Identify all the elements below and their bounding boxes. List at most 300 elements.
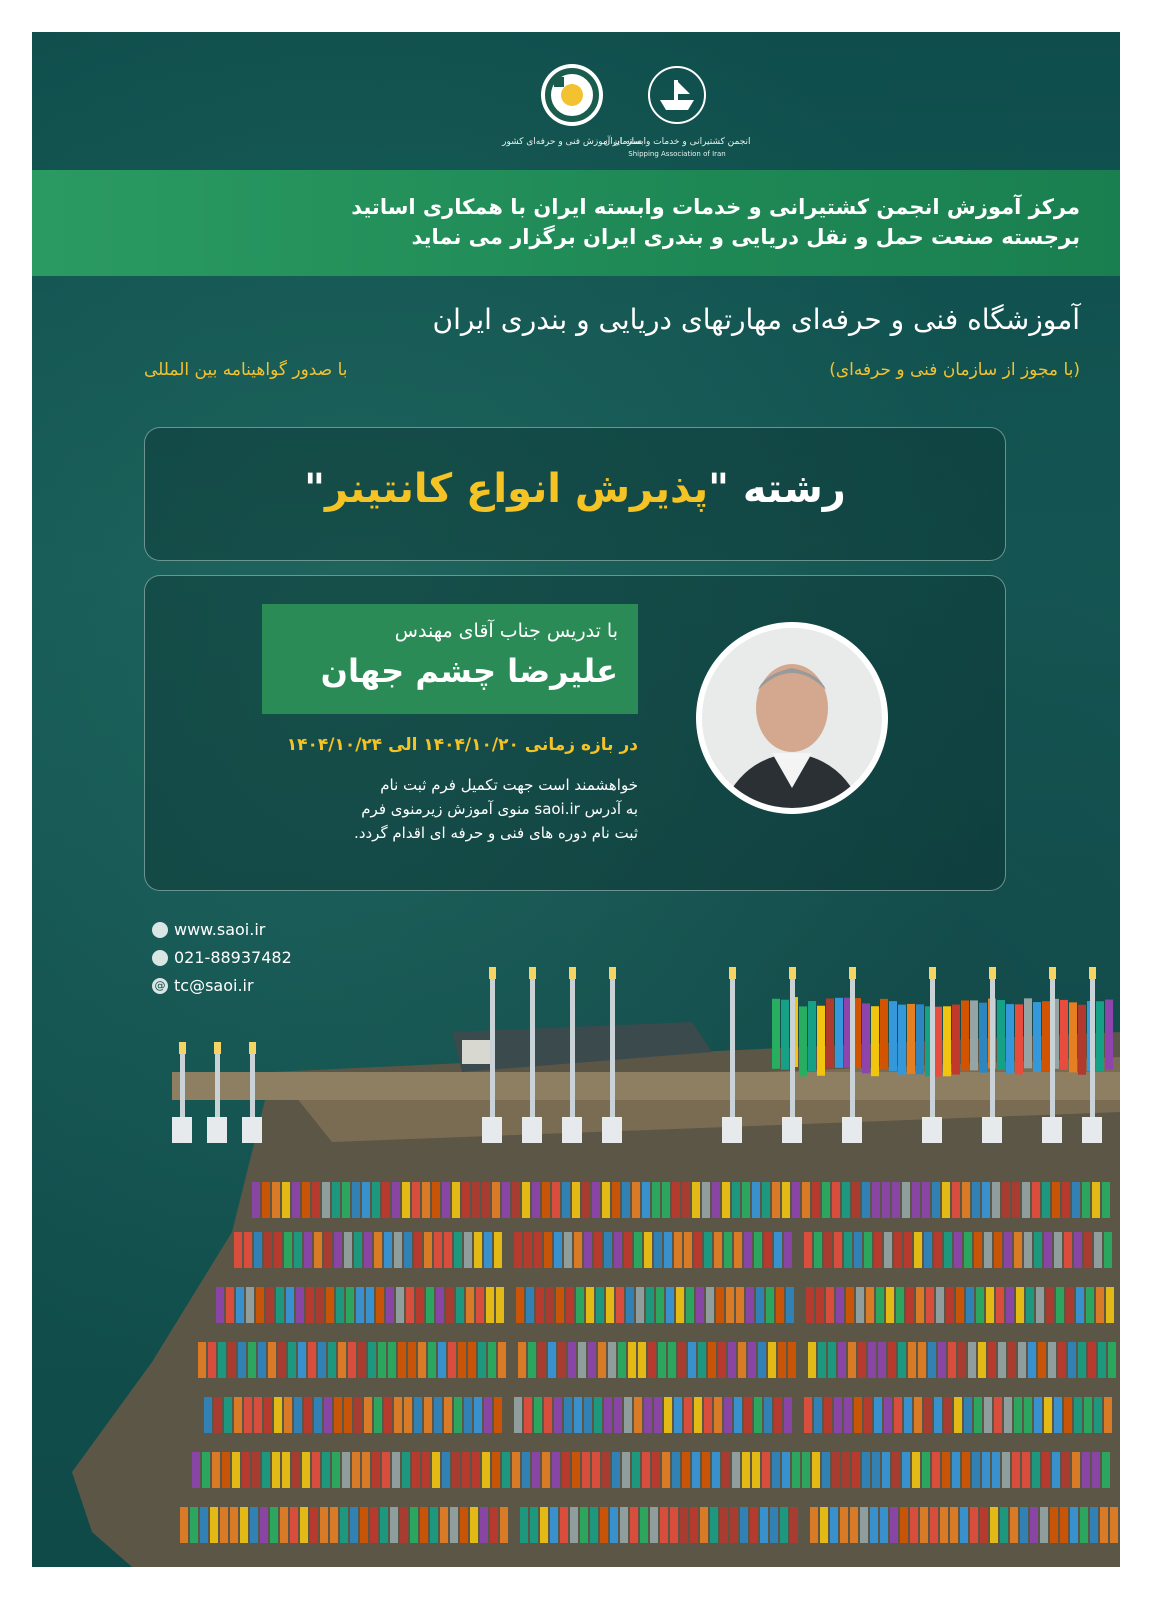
container-stack — [688, 1342, 696, 1378]
container-stack — [980, 1507, 988, 1543]
container-stack — [834, 1232, 842, 1268]
container-stack — [548, 1342, 556, 1378]
container-stack — [662, 1182, 670, 1218]
container-stack — [972, 1182, 980, 1218]
container-stack — [502, 1182, 510, 1218]
course-name: پذیرش انواع کانتینر — [325, 466, 709, 512]
container-stack — [907, 1004, 915, 1074]
container-stack — [404, 1232, 412, 1268]
container-stack — [904, 1397, 912, 1433]
container-stack — [426, 1287, 434, 1323]
container-stack — [912, 1452, 920, 1488]
container-stack — [954, 1397, 962, 1433]
contact-website[interactable] — [152, 920, 265, 939]
container-stack — [970, 1507, 978, 1543]
container-stack — [484, 1397, 492, 1433]
container-stack — [712, 1182, 720, 1218]
container-stack — [540, 1507, 548, 1543]
container-stack — [292, 1452, 300, 1488]
container-stack — [324, 1397, 332, 1433]
container-stack — [546, 1287, 554, 1323]
container-stack — [598, 1342, 606, 1378]
container-stack — [854, 1232, 862, 1268]
container-stack — [254, 1397, 262, 1433]
container-stack — [244, 1232, 252, 1268]
container-stack — [322, 1452, 330, 1488]
container-stack — [684, 1397, 692, 1433]
container-stack — [222, 1452, 230, 1488]
container-stack — [656, 1287, 664, 1323]
container-stack — [870, 1507, 878, 1543]
container-stack — [776, 1287, 784, 1323]
container-stack — [396, 1287, 404, 1323]
course-title — [145, 466, 1005, 512]
instructor-name: علیرضا چشم جهان — [320, 652, 618, 690]
container-stack — [704, 1232, 712, 1268]
container-stack — [544, 1232, 552, 1268]
container-stack — [952, 1182, 960, 1218]
container-stack — [938, 1342, 946, 1378]
container-stack — [968, 1342, 976, 1378]
container-stack — [474, 1232, 482, 1268]
container-stack — [916, 1004, 924, 1074]
container-stack — [782, 1452, 790, 1488]
container-stack — [950, 1507, 958, 1543]
container-stack — [712, 1452, 720, 1488]
container-stack — [584, 1397, 592, 1433]
container-stack — [774, 1397, 782, 1433]
instructor-intro: با تدریس جناب آقای مهندس — [394, 620, 618, 642]
container-stack — [514, 1397, 522, 1433]
container-stack — [580, 1507, 588, 1543]
container-stack — [864, 1232, 872, 1268]
container-stack — [640, 1507, 648, 1543]
container-stack — [284, 1232, 292, 1268]
container-stack — [216, 1287, 224, 1323]
container-stack — [572, 1452, 580, 1488]
container-stack — [1048, 1342, 1056, 1378]
container-stack — [332, 1182, 340, 1218]
container-stack — [1014, 1232, 1022, 1268]
container-stack — [997, 1000, 1005, 1070]
container-stack — [180, 1507, 188, 1543]
container-stack — [432, 1452, 440, 1488]
container-stack — [1024, 1232, 1032, 1268]
container-stack — [1106, 1287, 1114, 1323]
container-stack — [458, 1342, 466, 1378]
container-stack — [812, 1452, 820, 1488]
container-stack — [834, 1397, 842, 1433]
course-dates: در بازه زمانی ۱۴۰۴/۱۰/۲۰ الی ۱۴۰۴/۱۰/۲۴ — [286, 735, 638, 755]
container-stack — [744, 1232, 752, 1268]
container-stack — [992, 1182, 1000, 1218]
container-stack — [572, 1182, 580, 1218]
container-stack — [462, 1452, 470, 1488]
container-stack — [302, 1182, 310, 1218]
container-stack — [622, 1452, 630, 1488]
container-stack — [600, 1507, 608, 1543]
container-stack — [1024, 1397, 1032, 1433]
container-stack — [808, 1001, 816, 1071]
container-stack — [596, 1287, 604, 1323]
container-stack — [398, 1342, 406, 1378]
container-stack — [334, 1232, 342, 1268]
container-stack — [979, 1003, 987, 1073]
container-stack — [874, 1232, 882, 1268]
container-stack — [674, 1397, 682, 1433]
container-stack — [234, 1232, 242, 1268]
container-stack — [978, 1342, 986, 1378]
container-stack — [592, 1452, 600, 1488]
container-stack — [682, 1452, 690, 1488]
container-stack — [402, 1182, 410, 1218]
container-stack — [680, 1507, 688, 1543]
container-stack — [808, 1342, 816, 1378]
container-stack — [884, 1397, 892, 1433]
container-stack — [592, 1182, 600, 1218]
container-stack — [720, 1507, 728, 1543]
container-stack — [654, 1397, 662, 1433]
container-stack — [524, 1397, 532, 1433]
container-stack — [1082, 1452, 1090, 1488]
container-stack — [880, 999, 888, 1069]
container-stack — [942, 1452, 950, 1488]
container-stack — [924, 1397, 932, 1433]
container-stack — [434, 1232, 442, 1268]
container-stack — [1020, 1507, 1028, 1543]
container-stack — [726, 1287, 734, 1323]
container-stack — [686, 1287, 694, 1323]
container-stack — [862, 1452, 870, 1488]
container-stack — [918, 1342, 926, 1378]
container-stack — [374, 1232, 382, 1268]
container-stack — [250, 1507, 258, 1543]
container-stack — [492, 1182, 500, 1218]
container-stack — [806, 1287, 814, 1323]
container-stack — [1072, 1182, 1080, 1218]
container-stack — [392, 1182, 400, 1218]
container-stack — [914, 1397, 922, 1433]
container-stack — [464, 1232, 472, 1268]
container-stack — [524, 1232, 532, 1268]
container-stack — [836, 1287, 844, 1323]
container-stack — [262, 1182, 270, 1218]
container-stack — [254, 1232, 262, 1268]
container-stack — [1070, 1507, 1078, 1543]
container-stack — [956, 1287, 964, 1323]
container-stack — [456, 1287, 464, 1323]
container-stack — [282, 1452, 290, 1488]
poster — [32, 32, 1120, 1567]
container-stack — [842, 1182, 850, 1218]
container-stack — [414, 1397, 422, 1433]
container-stack — [634, 1232, 642, 1268]
container-stack — [1076, 1287, 1084, 1323]
container-stack — [190, 1507, 198, 1543]
container-stack — [974, 1232, 982, 1268]
container-stack — [850, 1507, 858, 1543]
container-stack — [984, 1232, 992, 1268]
container-stack — [624, 1397, 632, 1433]
container-stack — [198, 1342, 206, 1378]
container-stack — [404, 1397, 412, 1433]
container-stack — [354, 1232, 362, 1268]
container-stack — [784, 1232, 792, 1268]
container-stack — [192, 1452, 200, 1488]
container-stack — [400, 1507, 408, 1543]
container-stack — [1054, 1232, 1062, 1268]
container-stack — [632, 1452, 640, 1488]
container-stack — [1042, 1001, 1050, 1071]
container-stack — [672, 1182, 680, 1218]
container-stack — [942, 1182, 950, 1218]
container-stack — [352, 1452, 360, 1488]
certificate-note: با صدور گواهینامه بین المللی — [144, 360, 348, 380]
container-stack — [690, 1507, 698, 1543]
container-stack — [236, 1287, 244, 1323]
container-stack — [578, 1342, 586, 1378]
container-stack — [964, 1397, 972, 1433]
container-stack — [780, 1507, 788, 1543]
container-stack — [922, 1452, 930, 1488]
container-stack — [944, 1397, 952, 1433]
container-stack — [906, 1287, 914, 1323]
container-stack — [512, 1452, 520, 1488]
container-stack — [228, 1342, 236, 1378]
container-stack — [272, 1182, 280, 1218]
container-stack — [416, 1287, 424, 1323]
container-stack — [564, 1232, 572, 1268]
container-stack — [842, 1452, 850, 1488]
container-stack — [394, 1397, 402, 1433]
course-box — [144, 427, 1006, 561]
container-stack — [972, 1452, 980, 1488]
container-stack — [742, 1182, 750, 1218]
container-stack — [644, 1232, 652, 1268]
container-stack — [644, 1397, 652, 1433]
container-stack — [528, 1342, 536, 1378]
container-stack — [636, 1287, 644, 1323]
container-stack — [372, 1182, 380, 1218]
container-stack — [328, 1342, 336, 1378]
container-stack — [260, 1507, 268, 1543]
container-stack — [274, 1397, 282, 1433]
container-stack — [1060, 1000, 1068, 1070]
container-stack — [298, 1342, 306, 1378]
container-stack — [484, 1232, 492, 1268]
container-stack — [436, 1287, 444, 1323]
container-stack — [452, 1182, 460, 1218]
container-stack — [742, 1452, 750, 1488]
container-stack — [804, 1397, 812, 1433]
container-stack — [522, 1452, 530, 1488]
container-stack — [682, 1182, 690, 1218]
container-stack — [860, 1507, 868, 1543]
container-stack — [662, 1452, 670, 1488]
container-stack — [494, 1232, 502, 1268]
course-close-quote: " — [304, 466, 325, 512]
container-stack — [262, 1452, 270, 1488]
container-stack — [988, 1342, 996, 1378]
container-stack — [394, 1232, 402, 1268]
container-stack — [730, 1507, 738, 1543]
school-title: آموزشگاه فنی و حرفه‌ای مهارتهای دریایی و بندری ایران — [432, 303, 1080, 336]
container-stack — [902, 1182, 910, 1218]
container-stack — [1034, 1397, 1042, 1433]
container-stack — [264, 1397, 272, 1433]
container-stack — [390, 1507, 398, 1543]
container-stack — [538, 1342, 546, 1378]
container-stack — [1008, 1342, 1016, 1378]
container-stack — [612, 1182, 620, 1218]
container-stack — [652, 1452, 660, 1488]
container-stack — [626, 1287, 634, 1323]
container-stack — [838, 1342, 846, 1378]
container-stack — [462, 1182, 470, 1218]
container-stack — [428, 1342, 436, 1378]
container-stack — [744, 1397, 752, 1433]
container-stack — [910, 1507, 918, 1543]
container-stack — [604, 1397, 612, 1433]
container-stack — [858, 1342, 866, 1378]
container-stack — [1030, 1507, 1038, 1543]
container-stack — [786, 1287, 794, 1323]
container-stack — [442, 1452, 450, 1488]
container-stack — [778, 1342, 786, 1378]
container-stack — [706, 1287, 714, 1323]
container-stack — [926, 1287, 934, 1323]
container-stack — [928, 1342, 936, 1378]
container-stack — [996, 1287, 1004, 1323]
container-stack — [672, 1452, 680, 1488]
container-stack — [992, 1452, 1000, 1488]
container-stack — [264, 1232, 272, 1268]
container-stack — [536, 1287, 544, 1323]
container-stack — [360, 1507, 368, 1543]
container-stack — [554, 1397, 562, 1433]
container-stack — [754, 1232, 762, 1268]
container-stack — [1096, 1287, 1104, 1323]
container-stack — [354, 1397, 362, 1433]
container-stack — [638, 1342, 646, 1378]
container-stack — [384, 1397, 392, 1433]
container-stack — [1010, 1507, 1018, 1543]
container-stack — [512, 1182, 520, 1218]
container-stack — [714, 1232, 722, 1268]
contact-phone[interactable] — [152, 948, 292, 967]
container-stack — [920, 1507, 928, 1543]
registration-instructions — [260, 773, 638, 845]
container-stack — [830, 1507, 838, 1543]
container-stack — [908, 1342, 916, 1378]
container-stack — [826, 1287, 834, 1323]
container-stack — [552, 1452, 560, 1488]
license-note: (با مجوز از سازمان فنی و حرفه‌ای) — [829, 360, 1080, 380]
container-stack — [852, 1182, 860, 1218]
container-stack — [1060, 1507, 1068, 1543]
container-stack — [520, 1507, 528, 1543]
container-stack — [564, 1397, 572, 1433]
shipping-logo-caption-en: Shipping Association of Iran — [628, 150, 726, 158]
container-stack — [1018, 1342, 1026, 1378]
container-stack — [896, 1287, 904, 1323]
container-stack — [358, 1342, 366, 1378]
container-stack — [470, 1507, 478, 1543]
container-stack — [442, 1182, 450, 1218]
container-stack — [1090, 1507, 1098, 1543]
container-stack — [246, 1287, 254, 1323]
container-stack — [552, 1182, 560, 1218]
container-stack — [880, 1507, 888, 1543]
container-stack — [402, 1452, 410, 1488]
container-stack — [722, 1182, 730, 1218]
container-stack — [232, 1452, 240, 1488]
container-stack — [582, 1182, 590, 1218]
container-stack — [852, 1452, 860, 1488]
container-stack — [526, 1287, 534, 1323]
container-stack — [300, 1507, 308, 1543]
container-stack — [628, 1342, 636, 1378]
container-stack — [486, 1287, 494, 1323]
container-stack — [648, 1342, 656, 1378]
email-text: tc@saoi.ir — [174, 976, 254, 995]
container-stack — [824, 1397, 832, 1433]
container-stack — [252, 1452, 260, 1488]
container-stack — [654, 1232, 662, 1268]
container-stack — [708, 1342, 716, 1378]
container-stack — [962, 1182, 970, 1218]
container-stack — [932, 1452, 940, 1488]
container-stack — [256, 1287, 264, 1323]
container-stack — [652, 1182, 660, 1218]
container-stack — [286, 1287, 294, 1323]
container-stack — [432, 1182, 440, 1218]
container-stack — [694, 1232, 702, 1268]
container-stack — [962, 1452, 970, 1488]
container-stack — [810, 1507, 818, 1543]
container-stack — [1042, 1182, 1050, 1218]
container-stack — [974, 1397, 982, 1433]
contact-email[interactable] — [152, 976, 254, 995]
container-stack — [490, 1507, 498, 1543]
container-stack — [568, 1342, 576, 1378]
container-stack — [822, 1182, 830, 1218]
container-stack — [772, 1182, 780, 1218]
container-stack — [866, 1287, 874, 1323]
container-stack — [940, 1507, 948, 1543]
container-stack — [238, 1342, 246, 1378]
container-stack — [322, 1182, 330, 1218]
container-stack — [1052, 1452, 1060, 1488]
container-stack — [498, 1342, 506, 1378]
container-stack — [922, 1182, 930, 1218]
container-stack — [832, 1182, 840, 1218]
container-stack — [1022, 1452, 1030, 1488]
container-stack — [472, 1452, 480, 1488]
container-stack — [668, 1342, 676, 1378]
container-stack — [958, 1342, 966, 1378]
container-stack — [242, 1452, 250, 1488]
container-stack — [1032, 1452, 1040, 1488]
container-stack — [817, 1006, 825, 1076]
container-stack — [630, 1507, 638, 1543]
container-stack — [278, 1342, 286, 1378]
container-stack — [646, 1287, 654, 1323]
container-stack — [494, 1397, 502, 1433]
container-stack — [502, 1452, 510, 1488]
container-stack — [964, 1232, 972, 1268]
container-stack — [1015, 1004, 1023, 1074]
